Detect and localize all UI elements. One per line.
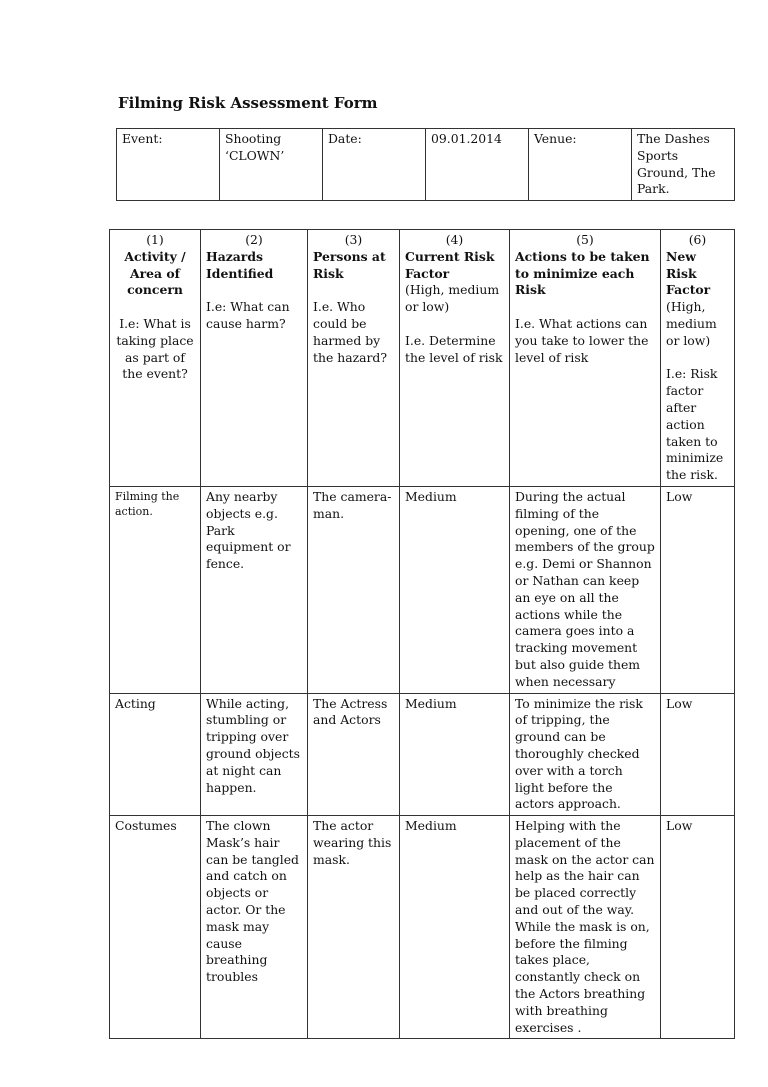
form-title: Filming Risk Assessment Form xyxy=(118,94,378,112)
row-actions: To minimize the risk of tripping, the ground can be thoroughly checked over with a torch light before the actors approach. xyxy=(510,693,661,816)
event-label: Event: xyxy=(117,129,220,201)
venue-value: The Dashes Sports Ground, The Park. xyxy=(632,129,735,201)
row-persons: The actor wearing this mask. xyxy=(308,816,400,1039)
row-hazard: Any nearby objects e.g. Park equipment or fence. xyxy=(201,486,308,693)
table-row xyxy=(110,486,735,693)
header-persons: (3) Persons at Risk I.e. Who could be harmed by the hazard? xyxy=(308,230,400,487)
table-row xyxy=(110,816,735,1039)
header-hazards: (2) Hazards Identified I.e: What can cause harm? xyxy=(201,230,308,487)
header-row xyxy=(110,230,735,487)
header-actions: (5) Actions to be taken to minimize each Risk I.e. What actions can you take to lower the level of risk xyxy=(510,230,661,487)
row-new-risk: Low xyxy=(661,693,735,816)
row-new-risk: Low xyxy=(661,486,735,693)
row-current-risk: Medium xyxy=(400,486,510,693)
row-activity: Costumes xyxy=(110,816,201,1039)
date-label: Date: xyxy=(323,129,426,201)
row-persons: The Actress and Actors xyxy=(308,693,400,816)
risk-table xyxy=(109,229,735,1039)
event-value: Shooting ‘CLOWN’ xyxy=(220,129,323,201)
row-new-risk: Low xyxy=(661,816,735,1039)
row-actions: Helping with the placement of the mask on the actor can help as the hair can be placed correctly and out of the way. While the mask is on, before the filming takes place, constantly check on the Actors breathing with breathing exercises . xyxy=(510,816,661,1039)
venue-label: Venue: xyxy=(529,129,632,201)
row-persons: The camera-man. xyxy=(308,486,400,693)
table-row xyxy=(110,693,735,816)
row-hazard: The clown Mask’s hair can be tangled and catch on objects or actor. Or the mask may cause breathing troubles xyxy=(201,816,308,1039)
date-value: 09.01.2014 xyxy=(426,129,529,201)
row-activity: Acting xyxy=(110,693,201,816)
row-hazard: While acting, stumbling or tripping over ground objects at night can happen. xyxy=(201,693,308,816)
row-actions: During the actual filming of the opening, one of the members of the group e.g. Demi or Shannon or Nathan can keep an eye on all the actions while the camera goes into a tracking movement but also guide them when necessary xyxy=(510,486,661,693)
header-current-risk: (4) Current Risk Factor (High, medium or low) I.e. Determine the level of risk xyxy=(400,230,510,487)
event-info-table xyxy=(116,128,735,201)
header-activity: (1) Activity / Area of concern I.e: What is taking place as part of the event? xyxy=(110,230,201,487)
row-activity: Filming the action. xyxy=(110,486,201,693)
row-current-risk: Medium xyxy=(400,816,510,1039)
row-current-risk: Medium xyxy=(400,693,510,816)
header-new-risk: (6) New Risk Factor (High, medium or low) I.e: Risk factor after action taken to minimize the risk. xyxy=(661,230,735,487)
